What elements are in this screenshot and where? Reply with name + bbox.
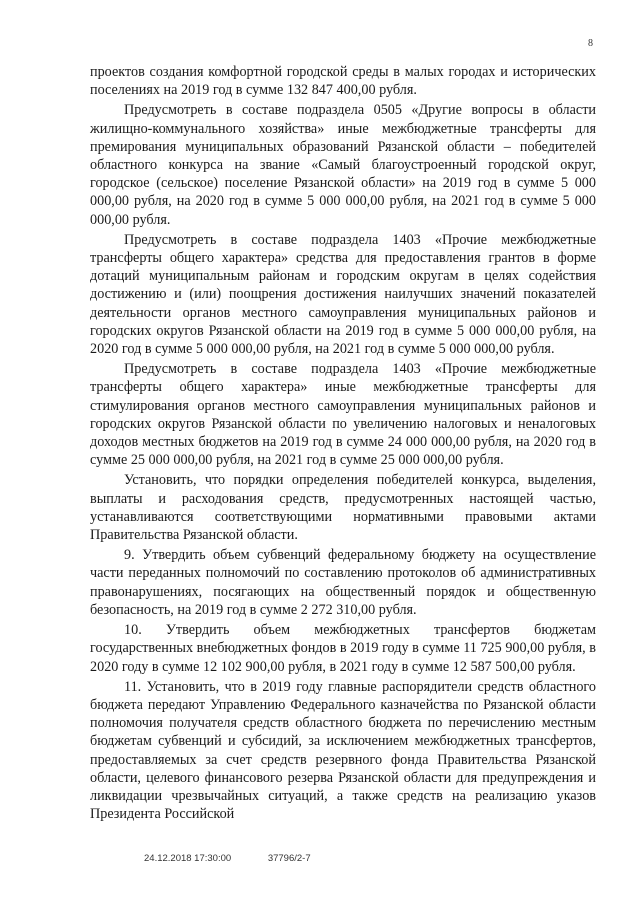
footer-timestamp: 24.12.2018 17:30:00 [144,853,232,864]
paragraph-section-0505: Предусмотреть в составе подраздела 0505 «Другие вопросы в области жилищно-коммунального хозяйства» иные межбюджетные трансферты для премирования муниципальных образований Рязанской области – победителей областного конкурса на звание «Самый благоустроенный городской округ, городское (сельское) поселение Рязанской области» на 2019 год в сумме 5 000 000,00 рубля, на 2020 год в сумме 5 000 000,00 рубля, на 2021 год в сумме 5 000 000,00 рубля. [90,102,596,228]
footer-doc-id: 37796/2-7 [267,853,311,864]
page-number: 8 [588,38,593,49]
paragraph-item-9: 9. Утвердить объем субвенций федеральному бюджету на осуществление части переданных полномочий по составлению протоколов об административных правонарушениях, посягающих на общественный порядок и общественную безопасность, на 2019 год в сумме 2 272 310,00 рубля. [90,547,596,618]
paragraph-section-1403-stimulation: Предусмотреть в составе подраздела 1403 «Прочие межбюджетные трансферты общего характера» иные межбюджетные трансферты для стимулирования органов местного самоуправления муниципальных районов и городских округов Рязанской области по увеличению налоговых и неналоговых доходов местных бюджетов на 2019 год в сумме 24 000 000,00 рубля, на 2020 год в сумме 25 000 000,00 рубля, на 2021 год в сумме 25 000 000,00 рубля. [90,361,596,469]
page-footer [144,853,345,864]
paragraph-competition-rules: Установить, что порядки определения победителей конкурса, выделения, выплаты и расходования средств, предусмотренных настоящей частью, устанавливаются соответствующими нормативными правовыми актами Правительства Рязанской области. [90,472,596,544]
paragraph-item-11: 11. Установить, что в 2019 году главные распорядители средств областного бюджета передают Управлению Федерального казначейства по Рязанской области полномочия получателя средств областного бюджета по перечислению местным бюджетам субвенций и субсидий, за исключением межбюджетных трансфертов, предоставляемых за счет средств резервного фонда Правительства Рязанской области, целевого финансового резерва Рязанской области для предупреждения и ликвидации чрезвычайных ситуаций, а также средств на реализацию указов Президента Российской [90,678,596,823]
paragraph-item-10: 10. Утвердить объем межбюджетных трансфертов бюджетам государственных внебюджетных фондов в 2019 году в сумме 11 725 900,00 рубля, в 2020 году в сумме 12 102 900,00 рубля, в 2021 году в сумме 12 587 500,00 рубля. [90,622,596,675]
paragraph-section-1403-grants: Предусмотреть в составе подраздела 1403 «Прочие межбюджетные трансферты общего характера» средства для предоставления грантов в форме дотаций муниципальным районам и городским округам в целях содействия достижению и (или) поощрения достижения наилучших значений показателей деятельности органов местного самоуправления муниципальных районов и городских округов Рязанской области на 2019 год в сумме 5 000 000,00 рубля, на 2020 год в сумме 5 000 000,00 рубля, на 2021 год в сумме 5 000 000,00 рубля. [90,231,596,358]
document-body [90,63,596,825]
paragraph-continuation: проектов создания комфортной городской среды в малых городах и исторических поселениях на 2019 год в сумме 132 847 400,00 рубля. [90,64,596,99]
